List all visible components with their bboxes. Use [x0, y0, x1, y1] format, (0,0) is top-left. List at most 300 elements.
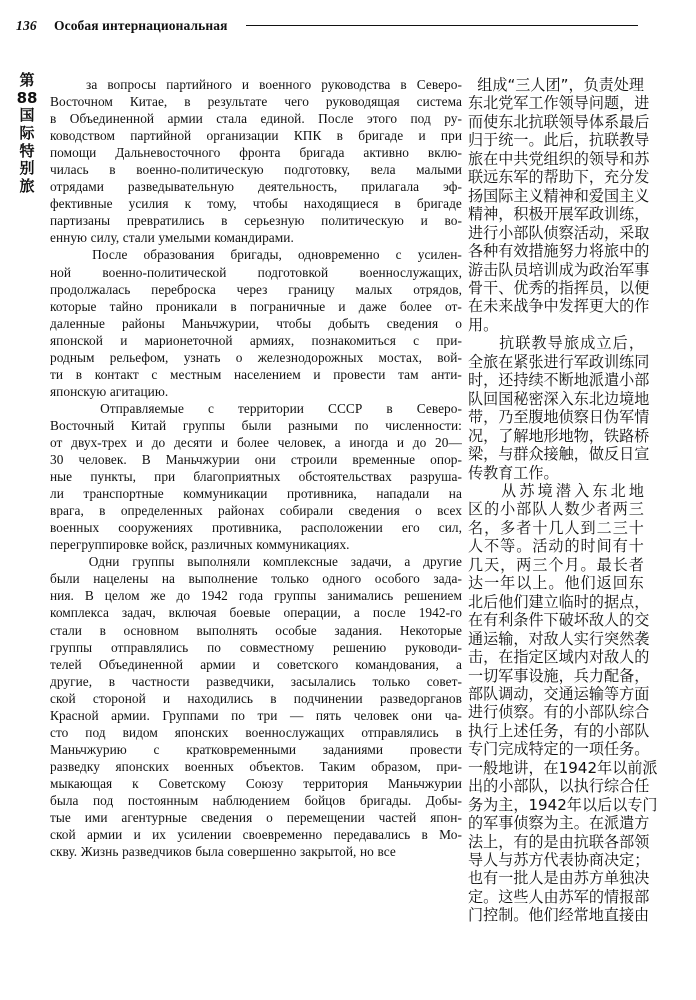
text-run: 的 — [588, 887, 604, 906]
text-run: 帮 — [543, 168, 559, 187]
text-run: 合 — [634, 703, 650, 722]
text-line-ru — [50, 127, 462, 144]
text-run: 内 — [573, 648, 589, 667]
text-run: Объединенной — [98, 656, 184, 672]
text-run: ， — [483, 445, 499, 464]
text-line-zh — [468, 334, 644, 352]
text-run: 导 — [547, 334, 563, 353]
text-run: единой. — [260, 111, 305, 127]
text-run: 导 — [468, 851, 484, 870]
text-run: 而 — [468, 112, 484, 131]
text-run: 独 — [619, 869, 635, 888]
text-run: 切 — [483, 666, 499, 685]
text-run: ， — [513, 795, 529, 814]
text-line-zh — [468, 389, 650, 408]
text-run: определенных — [120, 503, 203, 519]
text-run: 的 — [573, 149, 589, 168]
text-run: 国 — [498, 389, 514, 408]
text-run: 他 — [498, 592, 514, 611]
text-run: 续 — [528, 371, 544, 390]
text-run: 任 — [603, 740, 620, 759]
text-run: 长 — [612, 555, 628, 574]
text-line-zh — [468, 703, 650, 722]
text-run: местным — [170, 366, 222, 382]
text-run: 从 — [501, 481, 517, 500]
text-run: 设 — [528, 666, 544, 685]
text-line-zh — [468, 223, 650, 242]
text-run: при- — [436, 332, 462, 348]
text-run: 腹 — [528, 408, 544, 427]
text-run: комплексные — [263, 554, 338, 570]
text-run: ， — [588, 426, 604, 445]
text-run: 导 — [573, 94, 589, 113]
text-line-ru — [50, 93, 462, 110]
text-run: территория — [303, 775, 369, 791]
text-run: 最 — [596, 555, 612, 574]
text-run: 30 — [50, 452, 64, 468]
text-run: в — [336, 128, 343, 144]
text-run: 入 — [558, 389, 574, 408]
text-run: 三 — [515, 76, 531, 94]
text-run: 定 — [619, 851, 635, 870]
text-run: 队 — [483, 684, 499, 703]
text-run: 路 — [619, 426, 635, 445]
text-run: другие, — [50, 673, 93, 689]
text-run: Маньчжурии — [388, 775, 462, 791]
paragraph-indent — [50, 400, 76, 417]
text-run: 后 — [597, 795, 613, 814]
text-line-ru — [50, 144, 462, 161]
text-line-ru — [50, 281, 462, 298]
text-line-ru — [50, 809, 462, 826]
text-run: 报 — [619, 887, 635, 906]
text-run: иногда — [349, 434, 389, 450]
paragraph-indent — [50, 76, 76, 93]
text-run: включая — [168, 605, 217, 621]
text-run: 和 — [573, 186, 589, 205]
text-run: во- — [444, 213, 462, 229]
text-run: 争 — [528, 297, 544, 316]
text-run: 以 — [516, 574, 532, 593]
text-run: транспортные — [83, 486, 164, 502]
text-run: 来 — [498, 297, 514, 316]
text-run: 然 — [619, 629, 635, 648]
text-run: СССР — [328, 400, 363, 416]
text-run: 中 — [498, 149, 514, 168]
text-run: 成 — [513, 740, 529, 759]
text-run: 系 — [603, 112, 620, 131]
text-run: и — [120, 332, 128, 348]
text-run: 便 — [634, 278, 650, 297]
text-run: 发 — [634, 168, 650, 187]
text-run: в — [50, 111, 57, 127]
text-run: 十 — [532, 518, 548, 537]
text-run: 传教育工作。 — [468, 463, 559, 482]
text-run: военно-политическую — [136, 162, 264, 178]
text-run: и — [221, 434, 229, 450]
text-run: 联 — [515, 334, 531, 353]
text-run: 触 — [558, 445, 574, 464]
text-run: 间 — [596, 537, 612, 556]
text-run: 由 — [558, 869, 574, 888]
text-run: малыми — [416, 162, 462, 178]
text-run: районы — [121, 315, 165, 331]
text-run: 输 — [588, 684, 604, 703]
text-run: вой- — [437, 349, 462, 365]
text-run: 负 — [583, 76, 599, 94]
text-run: 们 — [580, 574, 596, 593]
text-run: 侦 — [513, 814, 529, 833]
text-run: с — [153, 741, 160, 757]
text-run: серьезную — [244, 213, 305, 229]
text-run: засылались — [290, 673, 356, 689]
text-run: 伪 — [603, 408, 620, 427]
text-run: ， — [573, 445, 589, 464]
text-run: стороной — [92, 690, 146, 706]
text-run: агентурные — [121, 810, 188, 826]
text-run: организации — [206, 128, 279, 144]
text-run: 于 — [483, 131, 499, 150]
text-run: 接 — [543, 445, 559, 464]
text-run: партийного — [166, 77, 232, 92]
text-run: японских — [174, 724, 229, 740]
text-run: 进 — [468, 703, 484, 722]
text-run: 织 — [558, 149, 574, 168]
text-run: — — [289, 707, 304, 723]
text-run: Группами — [162, 707, 219, 723]
text-run: 铁 — [603, 426, 620, 445]
text-line-zh — [468, 168, 650, 187]
text-run: 对 — [588, 648, 604, 667]
text-run: КПК — [293, 128, 322, 144]
text-run: 定 — [528, 648, 544, 667]
text-run: 部 — [513, 223, 529, 242]
text-run: 交 — [634, 611, 650, 630]
text-line-zh — [468, 832, 650, 851]
text-line-ru — [50, 434, 462, 451]
text-run: 。 — [516, 537, 532, 556]
text-run: постоянным — [127, 792, 199, 808]
chapter-tab-char: 特 — [19, 141, 35, 160]
text-run: 指 — [558, 278, 574, 297]
text-run: 是 — [543, 832, 559, 851]
text-run: ， — [588, 168, 604, 187]
text-line-ru — [50, 673, 462, 690]
text-line-zh — [468, 297, 650, 316]
text-run: 察 — [573, 408, 589, 427]
text-run: Восточном — [50, 94, 113, 110]
text-run: по — [231, 707, 245, 723]
text-run: 组 — [543, 149, 559, 168]
text-run: бригаде — [358, 128, 404, 144]
text-run: анти- — [431, 366, 462, 382]
text-run: в — [230, 298, 237, 314]
text-run: 人 — [528, 887, 544, 906]
text-run: 员 — [513, 260, 529, 279]
text-run: 的 — [483, 777, 499, 796]
text-run: бригады, — [230, 247, 282, 263]
text-run: 调 — [498, 684, 514, 703]
text-line-ru — [50, 622, 462, 639]
text-run: 作 — [543, 94, 559, 113]
text-run: объектов. — [249, 758, 304, 774]
text-run: 。 — [573, 814, 589, 833]
text-run: 的 — [528, 168, 544, 187]
text-run: решением — [404, 588, 462, 604]
text-run: тому, — [207, 196, 237, 212]
text-run: 指 — [513, 648, 529, 667]
text-run: 义 — [634, 186, 650, 205]
text-run: врага, — [50, 503, 84, 519]
text-run: 下 — [573, 168, 589, 187]
text-run: 一 — [513, 131, 529, 150]
text-line-ru — [50, 707, 462, 724]
text-run: 特 — [528, 740, 544, 759]
text-run: чего — [284, 94, 309, 110]
text-run: 门控制。他们经常地直接由 — [468, 906, 650, 925]
text-run: система — [416, 94, 462, 110]
text-run: 中 — [619, 242, 635, 261]
text-run: 通 — [558, 684, 574, 703]
text-run: занимались — [327, 588, 394, 604]
text-run: 境 — [619, 389, 635, 408]
text-line-ru — [50, 332, 462, 349]
text-line-zh — [468, 574, 644, 592]
text-run: к — [132, 775, 139, 791]
text-run: 东 — [498, 112, 514, 131]
text-run: стали — [50, 622, 82, 638]
text-run: ской — [50, 827, 76, 843]
text-run: 专 — [468, 740, 484, 759]
text-run: 派 — [588, 371, 604, 390]
text-run: 主 — [619, 186, 635, 205]
text-run: только — [271, 571, 309, 587]
text-run: фронта — [239, 145, 281, 161]
text-line-ru — [50, 724, 462, 741]
text-run: ， — [483, 408, 499, 427]
text-run: тые — [50, 810, 71, 826]
text-run: 人 — [528, 869, 544, 888]
text-line-ru — [50, 826, 462, 843]
text-run: 与 — [498, 851, 514, 870]
text-run: 由 — [543, 887, 559, 906]
text-run: 队 — [532, 500, 548, 519]
text-line-zh — [468, 795, 658, 814]
text-run: 9 — [538, 795, 548, 814]
text-run: сооружениях — [118, 520, 193, 536]
text-run: ， — [619, 94, 635, 113]
text-run: 反 — [603, 445, 620, 464]
text-run: 事 — [634, 260, 650, 279]
text-run: 员 — [588, 278, 604, 297]
text-run: и — [418, 128, 426, 144]
text-run: 北 — [468, 592, 484, 611]
text-run: 小 — [498, 777, 514, 796]
text-run: партизаны — [50, 213, 111, 229]
text-run: 执 — [468, 721, 484, 740]
text-run: 军 — [498, 666, 514, 685]
text-run: 务 — [543, 721, 559, 740]
text-run: 东 — [592, 481, 608, 500]
text-run: населением — [233, 366, 301, 382]
text-line-ru — [50, 451, 462, 468]
text-run: 主 — [498, 795, 514, 814]
text-run: 军 — [573, 352, 589, 371]
text-run: противника, — [286, 486, 357, 502]
text-run: 断 — [558, 371, 574, 390]
text-run: Отправляемые — [100, 400, 184, 416]
text-run: 日 — [619, 445, 635, 464]
text-run: 部 — [619, 721, 635, 740]
text-run: 爱 — [588, 186, 604, 205]
text-run: 种 — [483, 242, 499, 261]
text-run: 地 — [498, 758, 514, 777]
text-run: 兵 — [573, 666, 589, 685]
text-run: 数 — [564, 500, 580, 519]
text-line-ru — [50, 587, 462, 604]
text-run: и — [252, 656, 260, 672]
text-run: 门 — [642, 795, 658, 814]
text-column-russian — [50, 76, 462, 860]
text-run: 进 — [634, 94, 650, 113]
text-run: 众 — [528, 445, 544, 464]
text-run: 紧 — [513, 352, 529, 371]
text-run: к — [184, 196, 192, 212]
text-run: 综 — [603, 777, 620, 796]
text-run: группы — [132, 554, 175, 570]
text-run: 输 — [498, 629, 514, 648]
text-run: 行 — [588, 629, 604, 648]
text-run: 破 — [558, 611, 574, 630]
text-run: 二 — [596, 518, 612, 537]
text-run: 领 — [634, 832, 650, 851]
text-run: бойцов — [304, 792, 346, 808]
text-run: 努 — [558, 242, 574, 261]
text-run: 部 — [588, 703, 604, 722]
text-run: 们 — [513, 592, 529, 611]
text-run: 有 — [483, 611, 499, 630]
text-run: 解 — [513, 426, 529, 445]
text-run: 将 — [588, 242, 604, 261]
text-run: 一 — [484, 574, 500, 593]
text-run: 一 — [468, 666, 484, 685]
text-run: через — [236, 281, 268, 297]
text-run: 十 — [628, 518, 644, 537]
text-run: 军 — [619, 260, 635, 279]
text-run: 天 — [484, 555, 500, 574]
text-run: 据 — [603, 592, 620, 611]
text-run: 备 — [619, 666, 635, 685]
text-run: 部 — [513, 777, 529, 796]
text-run: 少 — [580, 500, 596, 519]
text-run: 力 — [573, 242, 589, 261]
text-run: 在 — [483, 149, 499, 168]
text-run: 旅 — [603, 242, 620, 261]
text-run: Маньчжурии, — [181, 315, 260, 331]
text-run: ча- — [444, 707, 462, 723]
text-run: После — [318, 111, 354, 127]
text-run: 队 — [468, 389, 484, 408]
text-run: 为 — [483, 795, 499, 814]
text-run: ， — [483, 648, 499, 667]
text-run: 件 — [528, 611, 544, 630]
text-run: 以 — [581, 795, 598, 814]
text-run: 务 — [468, 795, 484, 814]
text-run: 定 — [468, 887, 484, 906]
text-run: боевые — [229, 605, 271, 621]
text-run: 同 — [634, 352, 650, 371]
text-run: 派 — [603, 814, 620, 833]
text-run: 十 — [628, 537, 644, 556]
text-run: 干 — [483, 278, 499, 297]
text-run: 派 — [642, 758, 658, 777]
text-line-ru — [50, 417, 462, 434]
text-run: 有 — [543, 703, 559, 722]
text-run: 况 — [468, 426, 484, 445]
text-run: 导 — [634, 131, 650, 150]
text-run: пограничные — [249, 298, 326, 314]
text-run: сто — [50, 724, 69, 740]
text-run: 旅 — [468, 149, 484, 168]
text-run: 有 — [498, 242, 514, 261]
text-run: ” — [560, 76, 569, 94]
text-run: 领 — [558, 94, 574, 113]
text-run: а — [353, 605, 360, 621]
text-run: 小 — [573, 703, 589, 722]
text-run: 遣 — [603, 371, 620, 390]
text-run: усилен- — [417, 247, 462, 263]
text-run: и — [420, 213, 428, 229]
text-run: чтобы — [252, 196, 288, 212]
text-run: 。 — [483, 887, 499, 906]
text-run: 措 — [528, 242, 544, 261]
text-run: ководством — [50, 128, 115, 144]
text-run: передавались — [333, 827, 411, 843]
text-run: 地 — [573, 371, 589, 390]
text-run: перегруппировке войск, различных коммуникациях. — [50, 537, 350, 553]
text-run: 领 — [558, 112, 574, 131]
text-run: 极 — [528, 205, 544, 224]
text-line-ru — [50, 741, 462, 758]
text-run: 成 — [558, 260, 574, 279]
text-run: 等 — [500, 537, 516, 556]
text-run: партийной — [130, 128, 192, 144]
text-run: зада- — [433, 571, 462, 587]
text-run: разведывательную — [127, 179, 235, 195]
text-run: 。 — [548, 574, 564, 593]
text-run: 以 — [612, 758, 628, 777]
text-run: 政 — [588, 260, 604, 279]
text-run: и — [162, 690, 171, 706]
page-body — [0, 76, 696, 996]
text-run: задач, — [121, 605, 156, 621]
text-line-ru — [50, 76, 462, 93]
text-run: 队 — [528, 223, 544, 242]
text-run: япон- — [430, 810, 462, 826]
text-run: 务 — [619, 740, 635, 759]
text-run: всех — [437, 503, 462, 519]
text-run: опор- — [430, 452, 462, 468]
text-run: другие — [423, 554, 462, 570]
text-run: 队 — [498, 260, 514, 279]
text-run: 此 — [543, 131, 559, 150]
text-run: 个 — [548, 555, 564, 574]
text-run: 敌 — [543, 629, 559, 648]
text-run: частей — [378, 810, 417, 826]
text-run: 点 — [619, 592, 635, 611]
text-run: 东 — [628, 574, 644, 593]
text-run: выполняли — [187, 554, 251, 570]
